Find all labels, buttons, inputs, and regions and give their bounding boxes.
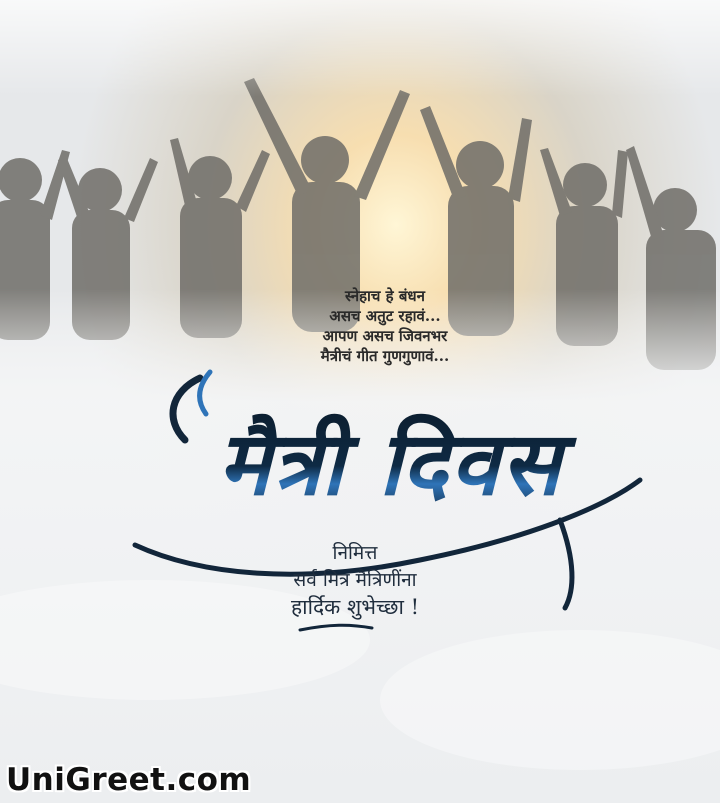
- wishes-line-3: हार्दिक शुभेच्छा !: [290, 595, 420, 619]
- wishes-line-2: सर्व मित्र मैत्रिणींना: [293, 569, 417, 591]
- poem-text: [270, 286, 500, 366]
- wishes-line-1: निमित्त: [332, 542, 378, 564]
- poem-line-1: स्नेहाच हे बंधन: [345, 287, 425, 305]
- poem-line-3: आपण असच जिवनभर: [322, 327, 448, 345]
- title-maitri-divas: मैत्री दिवस: [150, 400, 630, 520]
- watermark-brand: UniGreet.com: [6, 762, 252, 798]
- poem-line-4: मैत्रीचं गीत गुणगुणावं...: [320, 347, 450, 365]
- wishes-text: [250, 540, 460, 621]
- poem-line-2: असच अतुट रहावं...: [329, 307, 441, 325]
